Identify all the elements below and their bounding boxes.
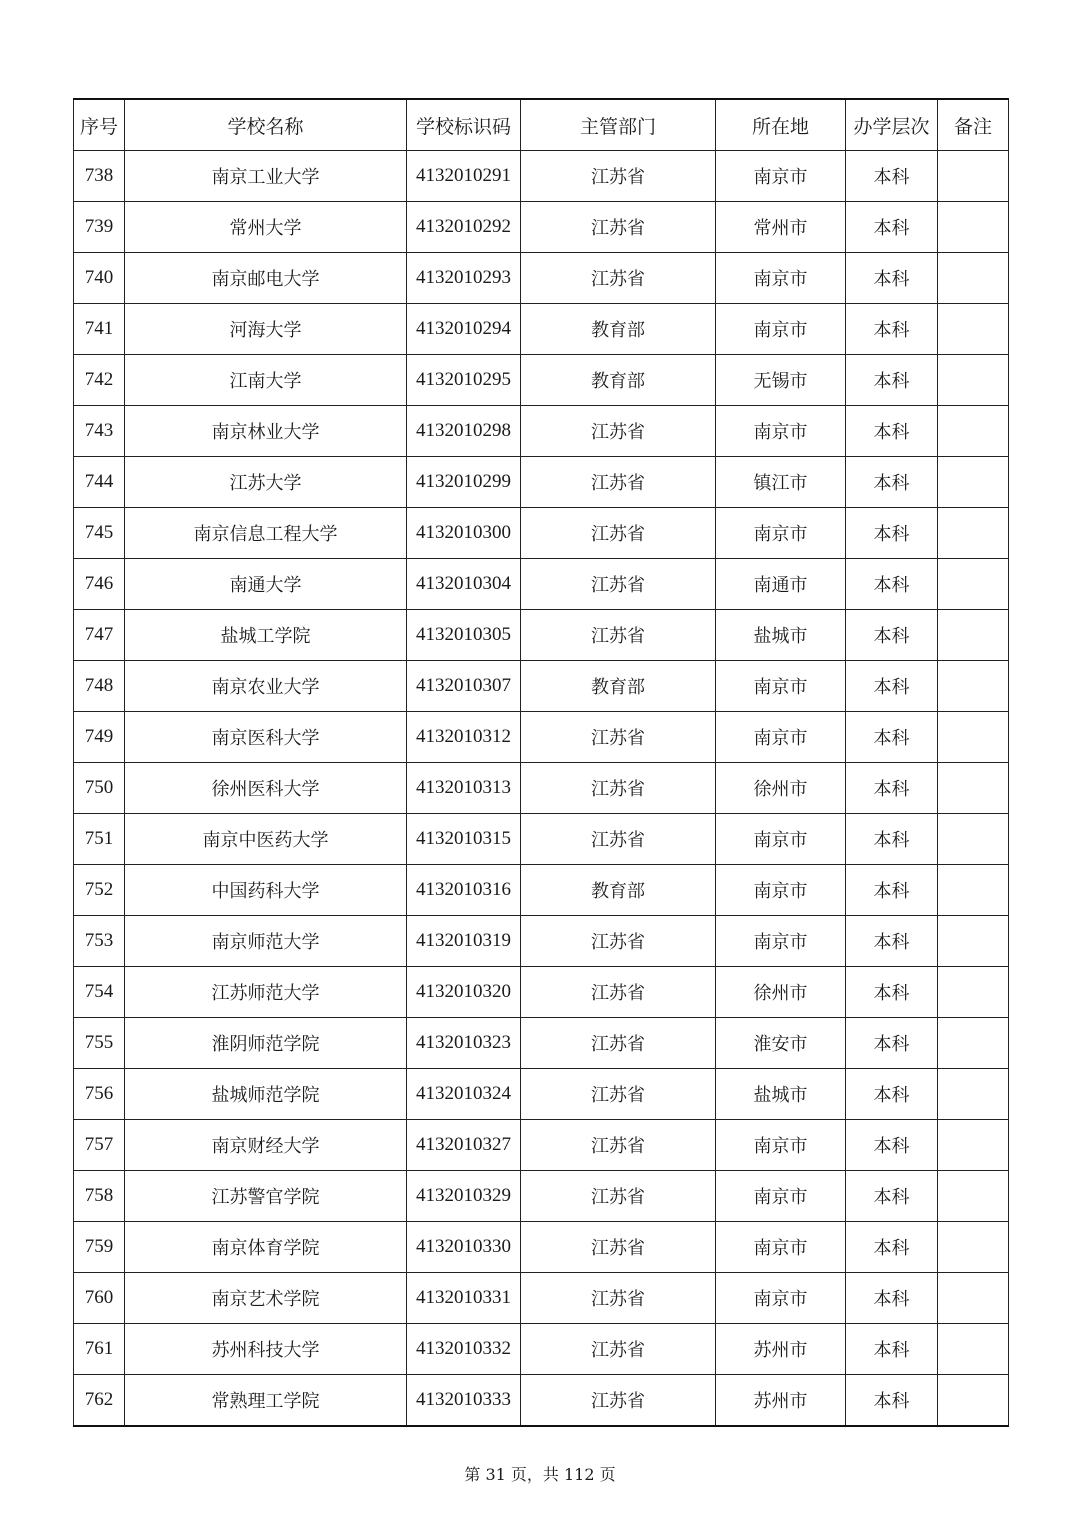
cell-level: 本科 <box>846 406 938 457</box>
cell-level: 本科 <box>846 661 938 712</box>
cell-school-name: 南京师范大学 <box>125 916 407 967</box>
header-row <box>74 99 1009 151</box>
table-row <box>74 559 1009 610</box>
cell-remarks <box>938 1324 1009 1375</box>
cell-location: 南京市 <box>716 1120 846 1171</box>
header-cell-department: 主管部门 <box>521 99 716 151</box>
cell-index: 743 <box>74 406 125 457</box>
cell-index: 750 <box>74 763 125 814</box>
header-cell-school-name: 学校名称 <box>125 99 407 151</box>
table-row <box>74 304 1009 355</box>
table-row <box>74 508 1009 559</box>
cell-remarks <box>938 1120 1009 1171</box>
table-header <box>74 99 1009 151</box>
cell-school-name: 盐城工学院 <box>125 610 407 661</box>
cell-location: 苏州市 <box>716 1375 846 1427</box>
cell-remarks <box>938 865 1009 916</box>
header-cell-location: 所在地 <box>716 99 846 151</box>
table-row <box>74 1069 1009 1120</box>
cell-location: 无锡市 <box>716 355 846 406</box>
cell-department: 江苏省 <box>521 202 716 253</box>
table-row <box>74 610 1009 661</box>
cell-index: 753 <box>74 916 125 967</box>
cell-location: 南京市 <box>716 1273 846 1324</box>
cell-school-code: 4132010332 <box>407 1324 521 1375</box>
cell-department: 江苏省 <box>521 1375 716 1427</box>
cell-department: 教育部 <box>521 661 716 712</box>
cell-location: 南京市 <box>716 253 846 304</box>
cell-department: 江苏省 <box>521 151 716 202</box>
cell-location: 常州市 <box>716 202 846 253</box>
table-body <box>74 151 1009 1427</box>
cell-remarks <box>938 967 1009 1018</box>
cell-remarks <box>938 1018 1009 1069</box>
cell-index: 741 <box>74 304 125 355</box>
cell-school-name: 中国药科大学 <box>125 865 407 916</box>
cell-department: 教育部 <box>521 865 716 916</box>
cell-school-name: 南京体育学院 <box>125 1222 407 1273</box>
cell-location: 南通市 <box>716 559 846 610</box>
cell-level: 本科 <box>846 712 938 763</box>
cell-school-code: 4132010300 <box>407 508 521 559</box>
cell-department: 江苏省 <box>521 916 716 967</box>
cell-remarks <box>938 508 1009 559</box>
cell-school-name: 南京邮电大学 <box>125 253 407 304</box>
header-cell-level: 办学层次 <box>846 99 938 151</box>
cell-school-name: 盐城师范学院 <box>125 1069 407 1120</box>
cell-remarks <box>938 712 1009 763</box>
cell-level: 本科 <box>846 610 938 661</box>
cell-location: 南京市 <box>716 1222 846 1273</box>
cell-department: 江苏省 <box>521 559 716 610</box>
cell-department: 江苏省 <box>521 1069 716 1120</box>
table-row <box>74 1171 1009 1222</box>
cell-index: 739 <box>74 202 125 253</box>
cell-level: 本科 <box>846 865 938 916</box>
cell-school-name: 南京中医药大学 <box>125 814 407 865</box>
cell-school-name: 江苏警官学院 <box>125 1171 407 1222</box>
cell-location: 盐城市 <box>716 610 846 661</box>
table-row <box>74 457 1009 508</box>
cell-remarks <box>938 202 1009 253</box>
cell-department: 教育部 <box>521 304 716 355</box>
cell-index: 740 <box>74 253 125 304</box>
table-row <box>74 253 1009 304</box>
cell-school-code: 4132010324 <box>407 1069 521 1120</box>
cell-level: 本科 <box>846 1018 938 1069</box>
cell-school-name: 江南大学 <box>125 355 407 406</box>
cell-location: 南京市 <box>716 1171 846 1222</box>
cell-school-code: 4132010305 <box>407 610 521 661</box>
table-row <box>74 712 1009 763</box>
cell-location: 苏州市 <box>716 1324 846 1375</box>
cell-school-name: 南京信息工程大学 <box>125 508 407 559</box>
cell-index: 760 <box>74 1273 125 1324</box>
cell-school-code: 4132010319 <box>407 916 521 967</box>
cell-school-name: 淮阴师范学院 <box>125 1018 407 1069</box>
cell-index: 745 <box>74 508 125 559</box>
cell-location: 南京市 <box>716 151 846 202</box>
cell-school-code: 4132010298 <box>407 406 521 457</box>
cell-remarks <box>938 661 1009 712</box>
cell-school-code: 4132010333 <box>407 1375 521 1427</box>
cell-school-code: 4132010312 <box>407 712 521 763</box>
cell-school-code: 4132010331 <box>407 1273 521 1324</box>
cell-level: 本科 <box>846 559 938 610</box>
cell-location: 盐城市 <box>716 1069 846 1120</box>
cell-level: 本科 <box>846 151 938 202</box>
cell-department: 江苏省 <box>521 1018 716 1069</box>
table-row <box>74 916 1009 967</box>
table-row <box>74 202 1009 253</box>
table-row <box>74 1273 1009 1324</box>
cell-index: 744 <box>74 457 125 508</box>
cell-remarks <box>938 814 1009 865</box>
cell-school-name: 徐州医科大学 <box>125 763 407 814</box>
cell-index: 738 <box>74 151 125 202</box>
cell-school-code: 4132010307 <box>407 661 521 712</box>
cell-location: 南京市 <box>716 814 846 865</box>
cell-index: 751 <box>74 814 125 865</box>
cell-school-code: 4132010299 <box>407 457 521 508</box>
cell-school-code: 4132010315 <box>407 814 521 865</box>
cell-remarks <box>938 1222 1009 1273</box>
cell-level: 本科 <box>846 304 938 355</box>
cell-department: 教育部 <box>521 355 716 406</box>
cell-school-code: 4132010304 <box>407 559 521 610</box>
cell-department: 江苏省 <box>521 712 716 763</box>
cell-department: 江苏省 <box>521 1324 716 1375</box>
cell-level: 本科 <box>846 967 938 1018</box>
cell-department: 江苏省 <box>521 1171 716 1222</box>
cell-index: 757 <box>74 1120 125 1171</box>
page-number: 第 31 页，共 112 页 <box>464 1465 616 1484</box>
cell-level: 本科 <box>846 457 938 508</box>
cell-level: 本科 <box>846 1069 938 1120</box>
cell-location: 南京市 <box>716 661 846 712</box>
cell-school-code: 4132010295 <box>407 355 521 406</box>
cell-location: 南京市 <box>716 712 846 763</box>
cell-location: 南京市 <box>716 508 846 559</box>
cell-index: 759 <box>74 1222 125 1273</box>
cell-school-name: 南京林业大学 <box>125 406 407 457</box>
cell-remarks <box>938 763 1009 814</box>
cell-level: 本科 <box>846 253 938 304</box>
cell-index: 758 <box>74 1171 125 1222</box>
cell-school-name: 江苏大学 <box>125 457 407 508</box>
cell-level: 本科 <box>846 1324 938 1375</box>
cell-school-name: 常州大学 <box>125 202 407 253</box>
cell-level: 本科 <box>846 814 938 865</box>
cell-department: 江苏省 <box>521 406 716 457</box>
cell-location: 南京市 <box>716 865 846 916</box>
cell-location: 南京市 <box>716 406 846 457</box>
cell-remarks <box>938 304 1009 355</box>
cell-remarks <box>938 916 1009 967</box>
cell-level: 本科 <box>846 1273 938 1324</box>
table-row <box>74 865 1009 916</box>
cell-school-code: 4132010316 <box>407 865 521 916</box>
header-cell-school-code: 学校标识码 <box>407 99 521 151</box>
cell-location: 徐州市 <box>716 967 846 1018</box>
cell-department: 江苏省 <box>521 1222 716 1273</box>
cell-index: 754 <box>74 967 125 1018</box>
cell-school-code: 4132010292 <box>407 202 521 253</box>
cell-index: 762 <box>74 1375 125 1427</box>
cell-school-name: 苏州科技大学 <box>125 1324 407 1375</box>
cell-level: 本科 <box>846 1171 938 1222</box>
cell-level: 本科 <box>846 508 938 559</box>
cell-remarks <box>938 559 1009 610</box>
cell-location: 淮安市 <box>716 1018 846 1069</box>
cell-index: 752 <box>74 865 125 916</box>
table-row <box>74 1120 1009 1171</box>
cell-school-name: 南京财经大学 <box>125 1120 407 1171</box>
cell-department: 江苏省 <box>521 1120 716 1171</box>
cell-school-code: 4132010323 <box>407 1018 521 1069</box>
cell-index: 742 <box>74 355 125 406</box>
cell-location: 南京市 <box>716 304 846 355</box>
table-row <box>74 1375 1009 1427</box>
cell-level: 本科 <box>846 916 938 967</box>
cell-index: 755 <box>74 1018 125 1069</box>
cell-level: 本科 <box>846 202 938 253</box>
table-row <box>74 967 1009 1018</box>
cell-department: 江苏省 <box>521 814 716 865</box>
cell-school-code: 4132010313 <box>407 763 521 814</box>
cell-level: 本科 <box>846 763 938 814</box>
cell-remarks <box>938 253 1009 304</box>
cell-school-name: 江苏师范大学 <box>125 967 407 1018</box>
table-row <box>74 1324 1009 1375</box>
cell-remarks <box>938 151 1009 202</box>
header-cell-index: 序号 <box>74 99 125 151</box>
cell-remarks <box>938 1171 1009 1222</box>
cell-location: 南京市 <box>716 916 846 967</box>
cell-school-name: 南通大学 <box>125 559 407 610</box>
cell-department: 江苏省 <box>521 967 716 1018</box>
cell-school-name: 河海大学 <box>125 304 407 355</box>
cell-remarks <box>938 1273 1009 1324</box>
cell-index: 748 <box>74 661 125 712</box>
cell-index: 749 <box>74 712 125 763</box>
cell-school-code: 4132010320 <box>407 967 521 1018</box>
cell-location: 镇江市 <box>716 457 846 508</box>
cell-remarks <box>938 457 1009 508</box>
cell-level: 本科 <box>846 1120 938 1171</box>
cell-level: 本科 <box>846 355 938 406</box>
table-row <box>74 763 1009 814</box>
cell-index: 761 <box>74 1324 125 1375</box>
cell-remarks <box>938 1069 1009 1120</box>
cell-school-name: 南京农业大学 <box>125 661 407 712</box>
cell-school-name: 南京医科大学 <box>125 712 407 763</box>
cell-department: 江苏省 <box>521 763 716 814</box>
cell-remarks <box>938 355 1009 406</box>
cell-location: 徐州市 <box>716 763 846 814</box>
cell-school-code: 4132010329 <box>407 1171 521 1222</box>
cell-school-code: 4132010294 <box>407 304 521 355</box>
cell-remarks <box>938 406 1009 457</box>
cell-level: 本科 <box>846 1222 938 1273</box>
table-row <box>74 661 1009 712</box>
cell-school-name: 常熟理工学院 <box>125 1375 407 1427</box>
table-row <box>74 406 1009 457</box>
cell-school-code: 4132010293 <box>407 253 521 304</box>
cell-index: 756 <box>74 1069 125 1120</box>
cell-school-name: 南京艺术学院 <box>125 1273 407 1324</box>
table-row <box>74 151 1009 202</box>
cell-remarks <box>938 1375 1009 1427</box>
table-row <box>74 814 1009 865</box>
cell-department: 江苏省 <box>521 508 716 559</box>
cell-level: 本科 <box>846 1375 938 1427</box>
cell-department: 江苏省 <box>521 253 716 304</box>
cell-remarks <box>938 610 1009 661</box>
cell-school-code: 4132010330 <box>407 1222 521 1273</box>
cell-department: 江苏省 <box>521 1273 716 1324</box>
header-cell-remarks: 备注 <box>938 99 1009 151</box>
school-list-table <box>73 98 1009 1427</box>
table-row <box>74 1222 1009 1273</box>
cell-index: 746 <box>74 559 125 610</box>
table-row <box>74 355 1009 406</box>
cell-school-code: 4132010327 <box>407 1120 521 1171</box>
cell-school-name: 南京工业大学 <box>125 151 407 202</box>
cell-department: 江苏省 <box>521 457 716 508</box>
table-row <box>74 1018 1009 1069</box>
cell-index: 747 <box>74 610 125 661</box>
cell-school-code: 4132010291 <box>407 151 521 202</box>
cell-department: 江苏省 <box>521 610 716 661</box>
